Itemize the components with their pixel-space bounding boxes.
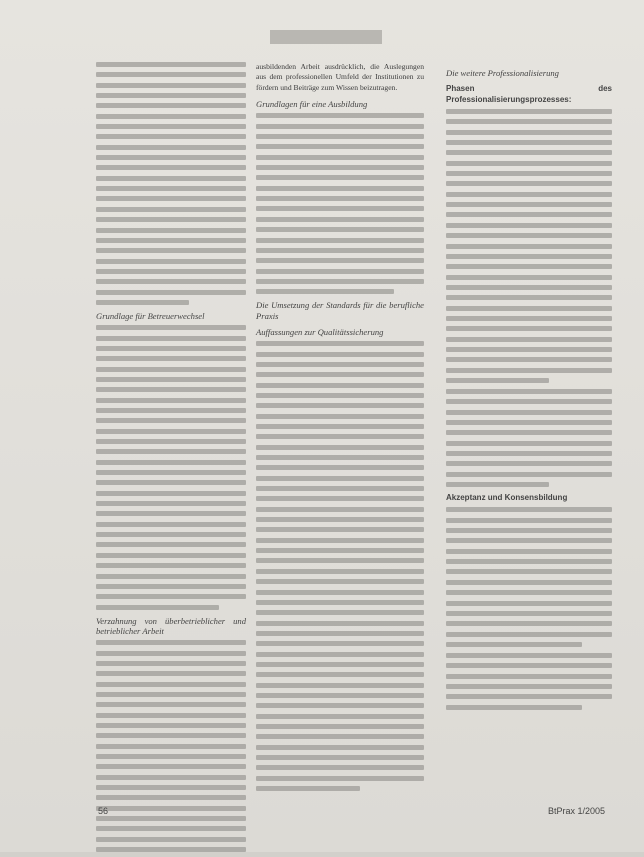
text-block — [446, 389, 612, 487]
text-block — [96, 325, 246, 609]
heading-grundlagen-ausbildung: Grundlagen für eine Ausbildung — [256, 99, 368, 110]
text-block — [96, 62, 246, 305]
column-3 — [446, 62, 612, 715]
heading-weitere-professionalisierung: Die weitere Professionalisierung — [446, 68, 559, 78]
text-block — [96, 640, 246, 852]
page-number: 56 — [98, 806, 109, 816]
heading-verzahnung: Verzahnung von überbetrieblicher und betrieblicher Arbeit — [96, 615, 246, 636]
text-block — [256, 113, 424, 294]
column-1 — [96, 62, 246, 857]
heading-umsetzung: Die Umsetzung der Standards für die berufliche Praxis — [256, 300, 424, 321]
heading-grundlage-betreuerwechsel: Grundlage für Betreuerwechsel — [96, 310, 205, 321]
heading-auffassungen: Auffassungen zur Qualitätssicherung — [256, 326, 384, 337]
text-block — [446, 653, 612, 710]
text-block — [446, 109, 612, 383]
intro-tail-paragraph: ausbildenden Arbeit ausdrücklich, die Auslegungen aus dem professionellen Umfeld der Institutionen zu fördern und Beiträge zum Wissen beizutragen. — [256, 62, 424, 92]
heading-akzeptanz: Akzeptanz und Konsensbildung — [446, 493, 568, 503]
text-block — [446, 507, 612, 646]
heading-phasen: Phasen des Professionalisierungsprozesses: — [446, 84, 612, 104]
column-2 — [256, 62, 424, 796]
section-header-tab — [270, 30, 382, 44]
journal-issue: BtPrax 1/2005 — [548, 806, 606, 816]
text-block — [256, 341, 424, 791]
